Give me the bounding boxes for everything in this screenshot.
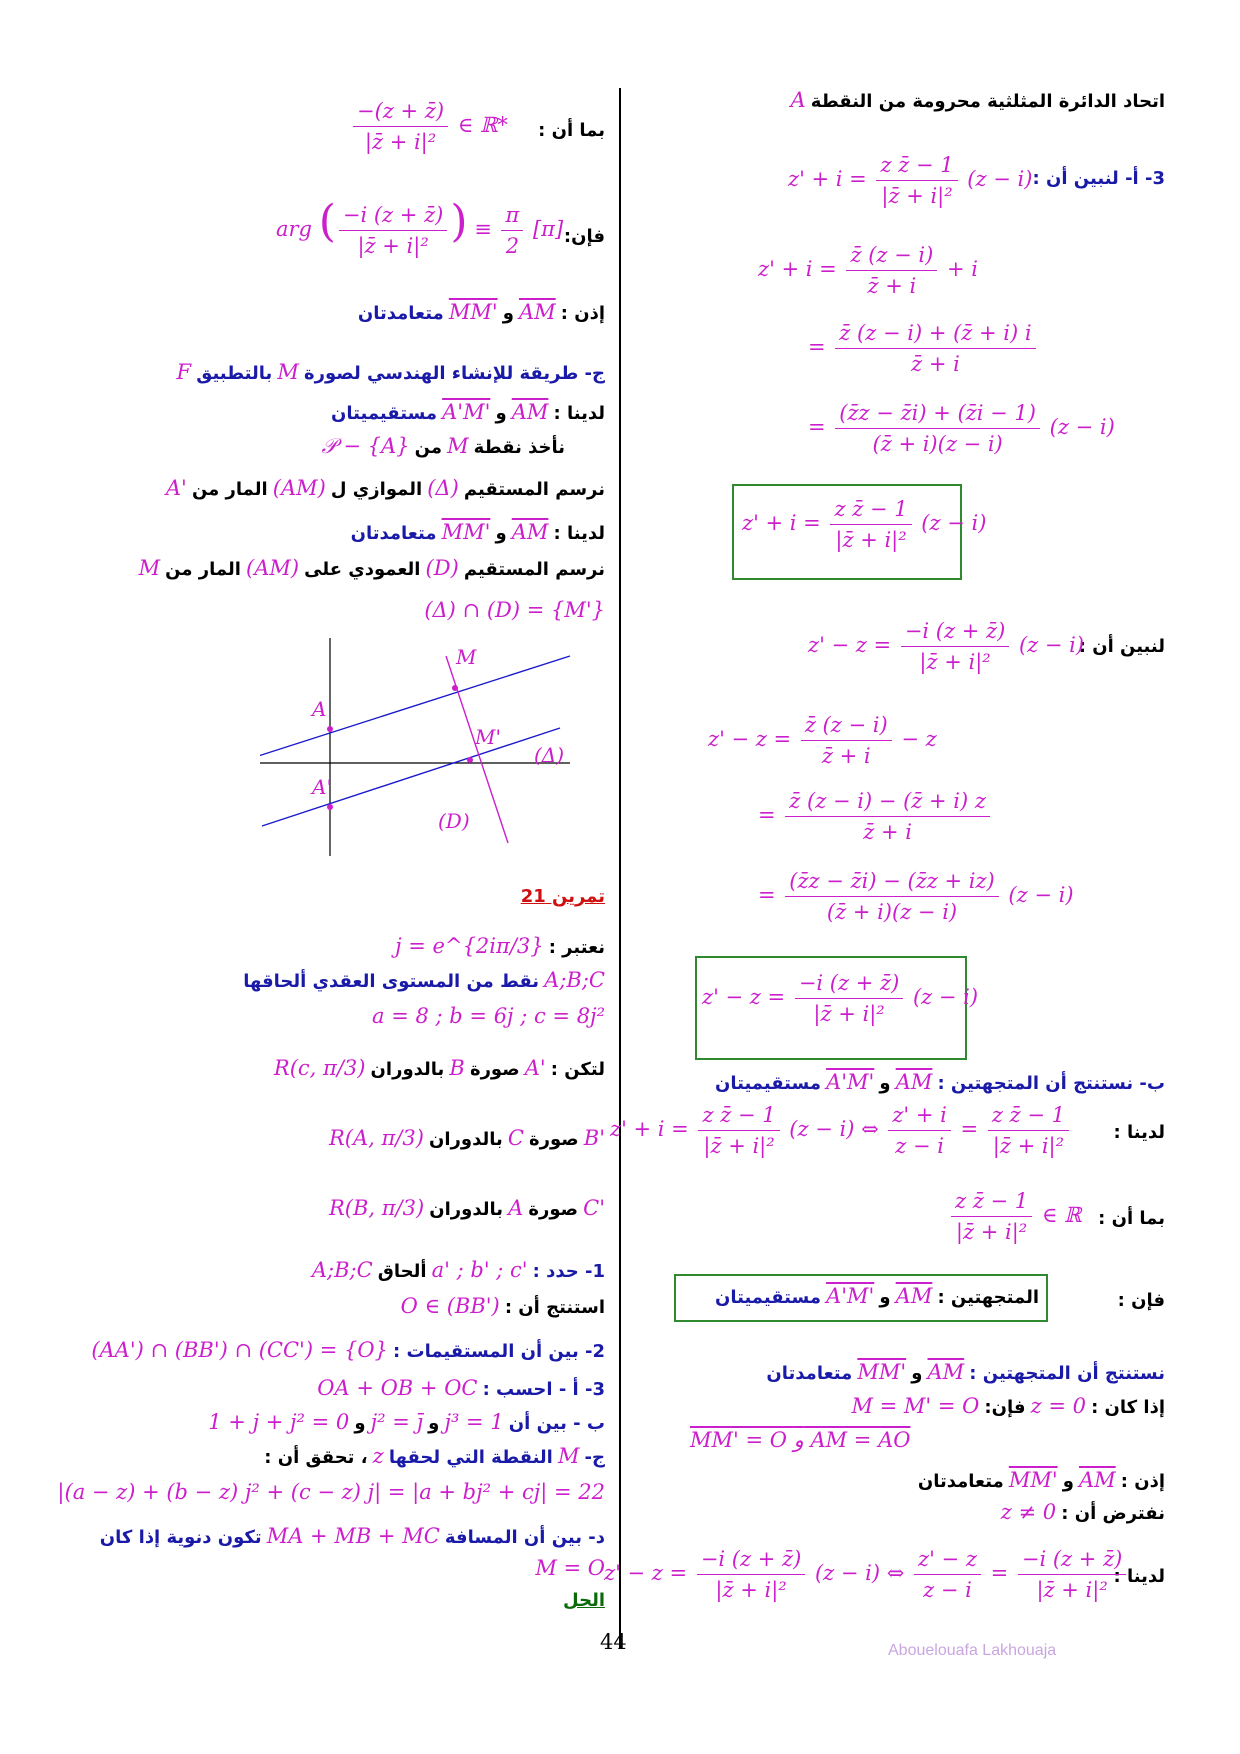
deduce-line: نستنتج أن المتجهتين : $\overline{AM}$ و MM' متعامدتان: [766, 1360, 1165, 1384]
suppose-line: نفترض أن : z ≠ 0: [1000, 1500, 1165, 1524]
draw1-line: نرسم المستقيم (Δ) الموازي ل (AM) المار من A': [165, 476, 605, 500]
values-line: a = 8 ; b = 6j ; c = 8j²: [372, 1004, 605, 1028]
boxed3-line: المتجهتين : $\overline{AM}$ و A'M' مستقيميتان: [714, 1284, 1039, 1308]
eq-have-2: z' − z = $\frac{-i (z + z̄)}{\text{|z̄ + i|²}}$ (z − i) ⇔ $\frac{z' - z}{z - i}$ = $\frac{-i (z + z̄)}{\text{|z̄ + i|²}}$: [604, 1544, 1129, 1605]
point-M-prime: [467, 757, 473, 763]
rot3-line: C' صورة A بالدوران R(B, π/3): [328, 1196, 605, 1220]
have2-line-left: لدينا : $\overline{AM}$ و MM' متعامدتان: [350, 520, 605, 544]
label-D: (D): [438, 809, 470, 833]
have1-label-line: لدينا :: [1113, 1122, 1165, 1143]
so-line-right: إذن : $\overline{AM}$ و MM' متعامدتان: [917, 1468, 1165, 1492]
q3d-cond-line: M = O: [535, 1556, 605, 1580]
column-divider: [619, 88, 621, 1648]
label-M: M: [456, 645, 477, 669]
eq-have-1: z' + i = $\frac{\text{z z̄ − 1}}{\text{|z̄ + i|²}}$ (z − i) ⇔ $\frac{z' + i}{z - i}$ = $\frac{\text{z z̄ − 1}}{\text{|z̄ + i|²}}$: [610, 1100, 1072, 1161]
eq-step-4: = $\frac{(z̄z - z̄i) + (z̄i - 1)}{(z̄ + i)(z - i)}$ (z − i): [808, 398, 1115, 459]
q3a-line: 3- أ - احسب : OA + OB + OC: [317, 1376, 605, 1400]
eq-arg: arg ( $\frac{-i (z + z̄)}{\text{|z̄ + i|²}}$ ) ≡ $\frac{\pi}{2}$ [π]: [276, 196, 564, 258]
vec-line: MM' = O و AM = AO: [690, 1428, 911, 1452]
author-name: Abouelouafa Lakhouaja: [888, 1642, 1057, 1659]
left-column: [57, 0, 605, 1754]
q1-line: 1- حدد : a' ; b' ; c' ألحاق A;B;C: [311, 1258, 605, 1282]
rot2-line: B' صورة C بالدوران R(A, π/3): [328, 1126, 605, 1150]
eq-claim-2: z' − z = $\frac{-i (z + z̄)}{\text{|z̄ + i|²}}$ (z − i): [808, 616, 1084, 677]
construction-figure: [260, 636, 700, 866]
solution-heading: الحل: [563, 1590, 605, 1611]
then-label-line: فإن :: [1117, 1290, 1165, 1311]
label-A-prime: A': [312, 775, 332, 799]
eq-step-5: z' − z = $\frac{z̄ (z - i)}{z̄ + i}$ − z: [708, 710, 937, 771]
eq-step-3: = $\frac{z̄ (z - i) + (z̄ + i) i}{z̄ + i}$: [808, 318, 1039, 379]
eq-step-6: = $\frac{z̄ (z - i) - (z̄ + i) z}{z̄ + i}$: [758, 786, 993, 847]
consider-line: نعتبر : j = e^{2iπ/3}: [395, 934, 605, 958]
point-M: [452, 685, 458, 691]
q2-line: 2- بين أن المستقيمات : (AA') ∩ (BB') ∩ (CC') = {O}: [91, 1338, 605, 1362]
rot1-line: لتكن : A' صورة B بالدوران R(c, π/3): [273, 1056, 605, 1080]
label-delta: (Δ): [534, 743, 565, 767]
eq-since-right: $\frac{\text{z z̄ − 1}}{\text{|z̄ + i|²}}$ ∈ ℝ: [948, 1186, 1082, 1247]
if-line: إذا كان : z = 0 فإن: M = M' = O: [851, 1394, 1165, 1418]
have-line-left: لدينا : $\overline{AM}$ و A'M' مستقيميتان: [331, 400, 605, 424]
q3c-line: ج- M النقطة التي لحقها z ، تحقق أن :: [264, 1444, 605, 1468]
label-A: A: [312, 697, 327, 721]
deduce-left-line: استنتج أن : O ∈ (BB'): [400, 1294, 605, 1318]
label-M-prime: M': [475, 725, 501, 749]
line-delta: [262, 728, 560, 826]
then-label-left: فإن:: [563, 226, 605, 247]
eq-boxed-2: z' − z = $\frac{-i (z + z̄)}{\text{|z̄ + i|²}}$ (z − i): [702, 968, 978, 1029]
points-line: A;B;C نقط من المستوى العقدي ألحاقها: [243, 968, 605, 992]
eq-boxed-1: z' + i = $\frac{\text{z z̄ − 1}}{\text{|z̄ + i|²}}$ (z − i): [742, 494, 986, 555]
eq-step-2: z' + i = $\frac{z̄ (z - i)}{z̄ + i}$ + i: [758, 240, 978, 301]
q3a-label-line: 3- أ- لنبين أن :: [1032, 168, 1165, 189]
show2-label-line: لنبين أن :: [1078, 636, 1165, 657]
eq-since-left: $\frac{-(z + z̄)}{\text{|z̄ + i|²}}$ ∈ ℝ*: [350, 96, 508, 157]
take-line: نأخذ نقطة M من 𝒫 − {A}: [321, 434, 565, 458]
intersection-line: (Δ) ∩ (D) = {M'}: [424, 598, 605, 622]
eq-step-7: = $\frac{(z̄z - z̄i) - (z̄z + iz)}{(z̄ + i)(z - i)}$ (z − i): [758, 866, 1074, 927]
solution-line: [563, 1590, 605, 1611]
eq-claim-1: z' + i = $\frac{\text{z z̄ − 1}}{\text{|z̄ + i|²}}$ (z − i): [788, 150, 1032, 211]
page-number: 44: [600, 1630, 627, 1654]
exercise-title: تمرين 21: [520, 886, 605, 907]
have2-label-line: لدينا :: [1113, 1566, 1165, 1587]
since-label-line: بما أن :: [1098, 1208, 1165, 1229]
circle-note: اتحاد الدائرة المثلثية محرومة من النقطة A: [790, 88, 1165, 112]
line-AM: [260, 656, 570, 758]
draw2-line: نرسم المستقيم (D) العمودي على (AM) المار من M: [138, 556, 605, 580]
q3b-line: ب - بين أن j³ = 1 و j² = j̄ و 1 + j + j² = 0: [208, 1410, 605, 1434]
q3c-eq-line: |(a − z) + (b − z) j² + (c − z) j| = |a + bj² + cj| = 22: [57, 1480, 605, 1504]
part-c-line: ج- طريقة للإنشاء الهندسي لصورة M بالتطبيق F: [176, 360, 605, 384]
point-A-prime: [327, 804, 333, 810]
exercise-title-line: [521, 886, 605, 907]
q3d-line: د- بين أن المسافة MA + MB + MC تكون دنوية إذا كان: [99, 1524, 605, 1548]
so-line-left: إذن : $\overline{AM}$ و MM' متعامدتان: [357, 300, 605, 324]
part-b-line: ب- نستنتج أن المتجهتين : $\overline{AM}$ و A'M' مستقيميتان: [714, 1070, 1165, 1094]
since-label-left: بما أن :: [538, 120, 605, 141]
point-A: [327, 726, 333, 732]
